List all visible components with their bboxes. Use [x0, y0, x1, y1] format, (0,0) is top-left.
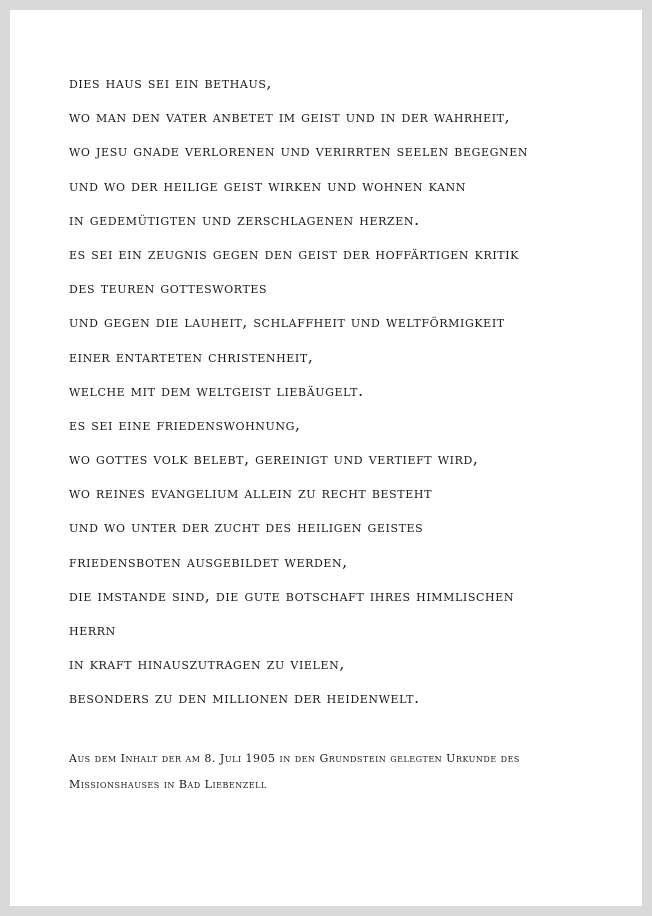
inscription-line: besonders zu den millionen der heidenwelt.	[69, 689, 420, 708]
document-page	[10, 10, 642, 906]
inscription-line: es sei eine friedenswohnung,	[69, 415, 301, 434]
inscription-line: die imstande sind, die gute botschaft ihres himmlischen	[69, 586, 515, 605]
inscription-line: wo reines evangelium allein zu recht besteht	[69, 484, 433, 503]
inscription-line: friedensboten ausgebildet werden,	[69, 552, 348, 571]
caption-line: Missionshauses in Bad Liebenzell	[69, 778, 267, 791]
inscription-line: wo gottes volk belebt, gereinigt und vertieft wird,	[69, 450, 479, 469]
inscription-line: und wo der heilige geist wirken und wohnen kann	[69, 176, 466, 195]
caption-line: Aus dem Inhalt der am 8. Juli 1905 in den Grundstein gelegten Urkunde des	[69, 752, 520, 765]
inscription-text	[69, 66, 622, 716]
inscription-line: wo man den vater anbetet im geist und in der wahrheit,	[69, 108, 511, 127]
inscription-line: in kraft hinauszutragen zu vielen,	[69, 655, 345, 674]
inscription-line: einer entarteten christenheit,	[69, 347, 314, 366]
inscription-line: herrn	[69, 621, 116, 639]
inscription-line: und gegen die lauheit, schlaffheit und weltförmigkeit	[69, 313, 505, 332]
inscription-line: dies haus sei ein bethaus,	[69, 74, 273, 92]
inscription-line: es sei ein zeugnis gegen den geist der hoffärtigen kritik	[69, 244, 519, 263]
source-caption	[69, 746, 602, 798]
inscription-line: in gedemütigten und zerschlagenen herzen.	[69, 210, 420, 229]
inscription-line: des teuren gotteswortes	[69, 279, 268, 298]
inscription-line: wo jesu gnade verlorenen und verirrten seelen begegnen	[69, 142, 529, 161]
inscription-line: welche mit dem weltgeist liebäugelt.	[69, 381, 364, 400]
inscription-line: und wo unter der zucht des heiligen geistes	[69, 518, 424, 537]
